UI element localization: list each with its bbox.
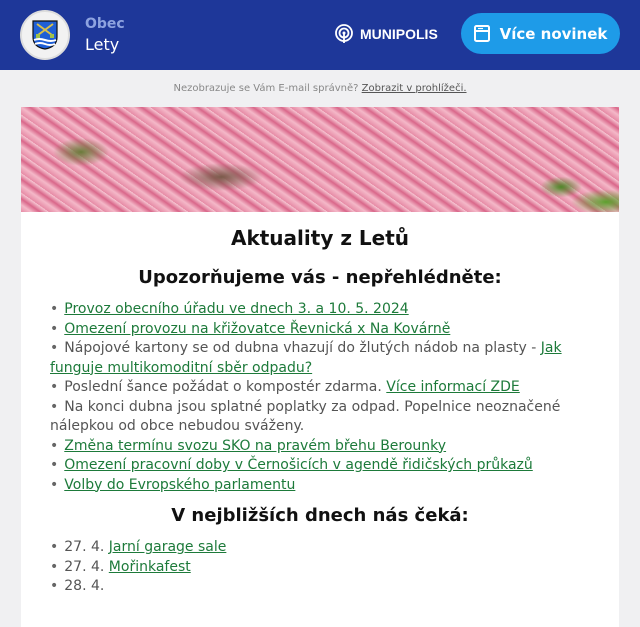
- list-item: • Nápojové kartony se od dubna vhazují do žlutých nádob na plasty - Jak funguje multikomoditní sběr odpadu?: [50, 339, 590, 378]
- news-link[interactable]: Změna termínu svozu SKO na pravém břehu Berounky: [64, 437, 447, 454]
- municipality-logo[interactable]: [20, 10, 70, 60]
- page-title: Aktuality z Letů: [230, 226, 410, 250]
- more-news-label: Více novinek: [499, 24, 608, 43]
- alerts-list: [21, 300, 619, 495]
- more-news-button[interactable]: [461, 13, 620, 54]
- section-heading-alerts: Upozorňujeme vás - nepřehlédněte:: [138, 267, 502, 288]
- header: [0, 0, 640, 70]
- view-in-browser-link[interactable]: Zobrazit v prohlížeči.: [361, 83, 467, 94]
- event-link[interactable]: Mořinkafest: [108, 558, 191, 575]
- list-item: [50, 456, 590, 476]
- org-name: Lety: [85, 34, 120, 54]
- news-link[interactable]: Omezení pracovní doby v Černošicích v agendě řidičských průkazů: [64, 457, 533, 473]
- event-link[interactable]: Jarní garage sale: [108, 539, 227, 555]
- coat-of-arms-icon: [32, 20, 58, 50]
- organization: [85, 16, 125, 54]
- list-item: [50, 320, 590, 340]
- list-item: • Poslední šance požádat o kompostér zdarma. Více informací ZDE: [50, 378, 590, 398]
- event-item: • 28. 4.: [50, 577, 590, 597]
- broadcast-icon: [334, 24, 354, 44]
- news-link[interactable]: Volby do Evropského parlamentu: [64, 476, 296, 493]
- list-item: [50, 437, 590, 457]
- section-heading-events: V nejbližších dnech nás čeká:: [171, 505, 469, 526]
- munipolis-label: MUNIPOLIS: [360, 26, 438, 42]
- list-item: • Na konci dubna jsou splatné poplatky za odpad. Popelnice neoznačené nálepkou od obce nebudou sváženy.: [50, 398, 590, 437]
- news-link[interactable]: Omezení provozu na křižovatce Řevnická x Na Kovárně: [64, 320, 451, 337]
- news-link[interactable]: Více informací ZDE: [386, 379, 520, 395]
- munipolis-brand[interactable]: [334, 24, 438, 44]
- newsletter-card: [21, 107, 619, 627]
- newspaper-icon: [474, 25, 490, 42]
- org-kind: Obec: [85, 16, 125, 32]
- events-list: [21, 538, 619, 597]
- news-link[interactable]: Provoz obecního úřadu ve dnech 3. a 10. 5. 2024: [64, 301, 409, 317]
- news-link[interactable]: Jak funguje multikomoditní sběr odpadu?: [50, 340, 562, 376]
- event-item: • 27. 4. Mořinkafest: [50, 558, 590, 578]
- hero-image-flowers: [21, 107, 619, 212]
- view-in-browser-notice: [0, 70, 640, 107]
- event-item: • 27. 4. Jarní garage sale: [50, 538, 590, 558]
- list-item: [50, 300, 590, 320]
- list-item: [50, 476, 590, 496]
- notice-text: Nezobrazuje se Vám E-mail správně?: [173, 83, 359, 94]
